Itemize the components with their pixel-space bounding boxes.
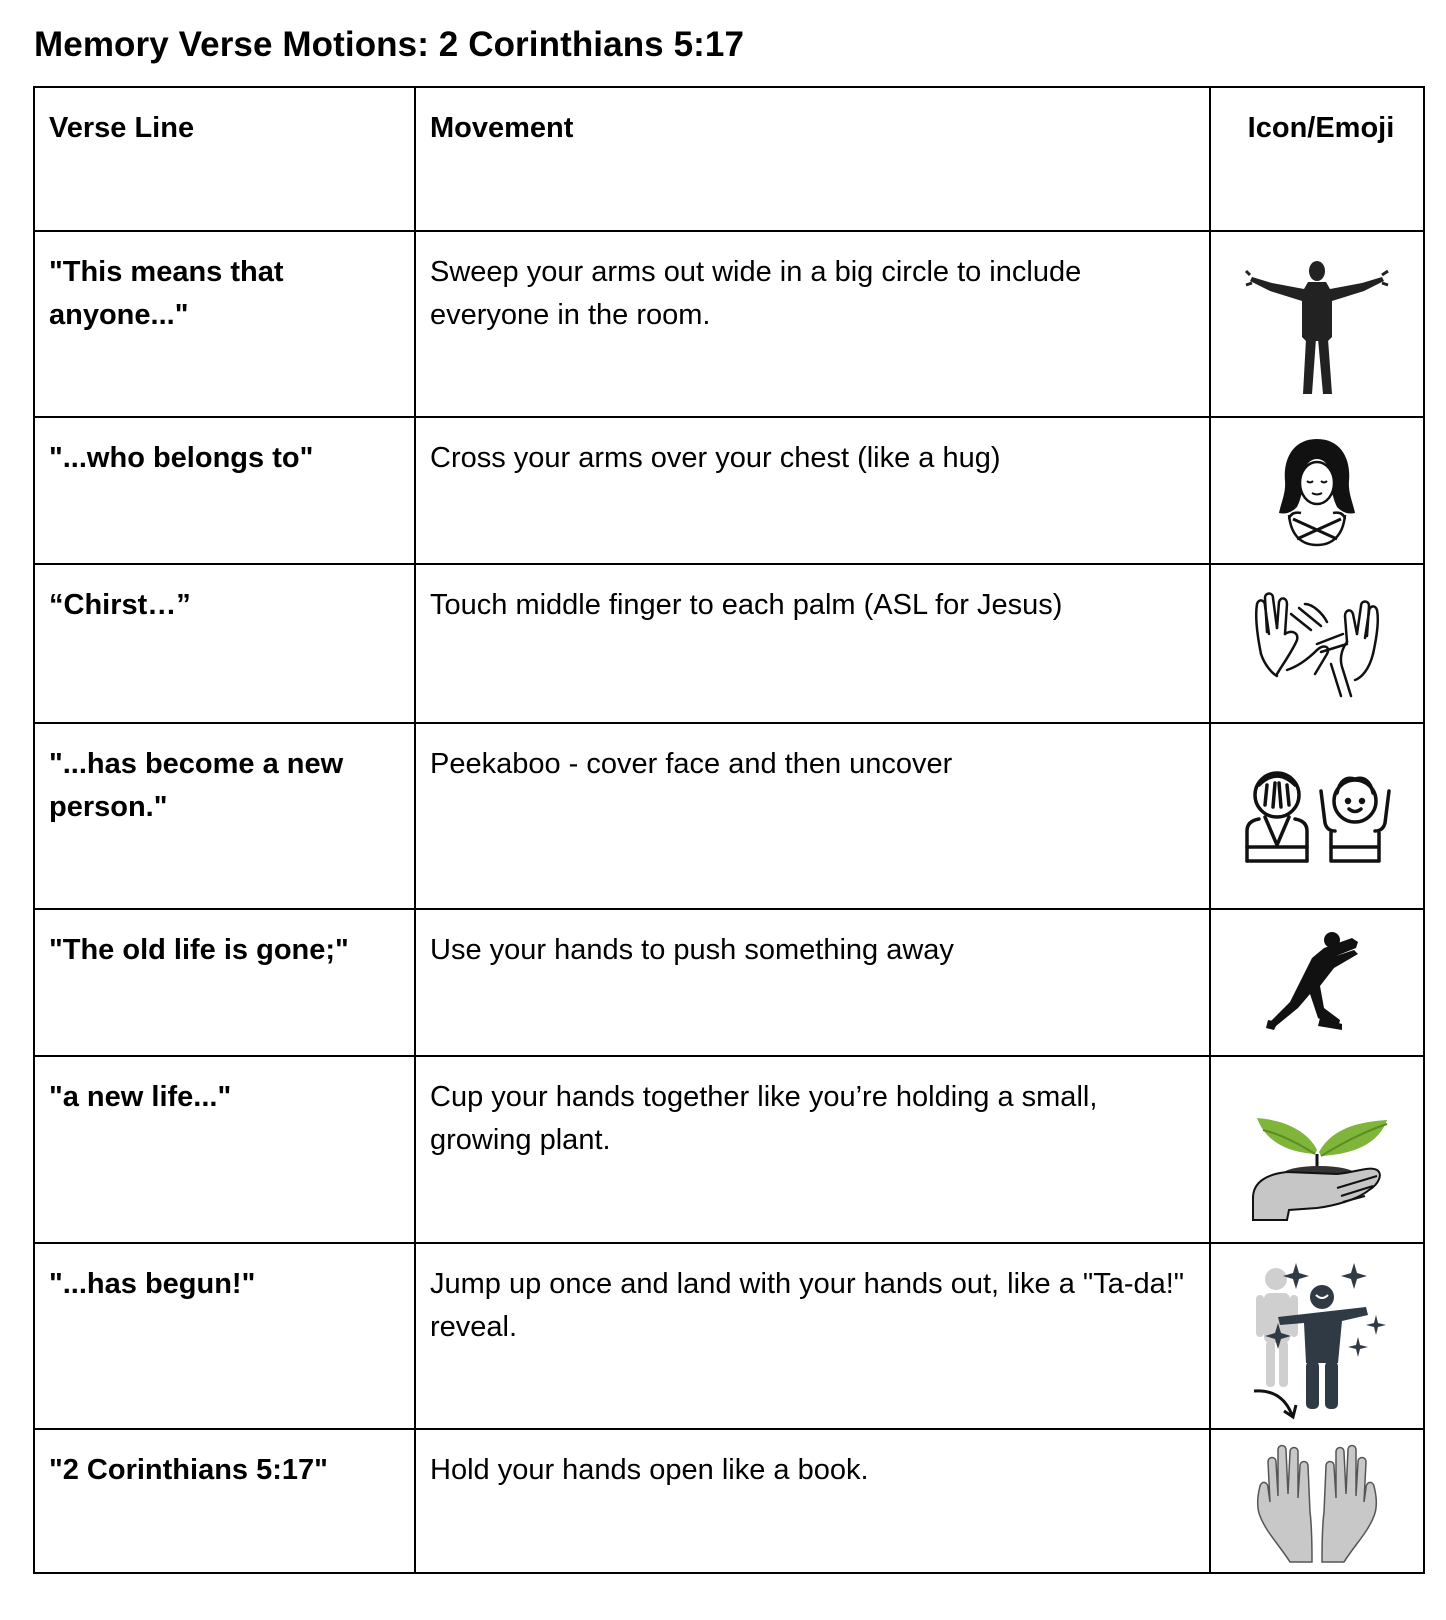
verse-line-cell: "The old life is gone;" — [34, 909, 415, 1056]
movement-cell: Hold your hands open like a book. — [415, 1429, 1210, 1573]
header-verse-line: Verse Line — [34, 87, 415, 231]
movement-cell: Cup your hands together like you’re holding a small, growing plant. — [415, 1056, 1210, 1243]
asl-jesus-hands-icon — [1247, 584, 1387, 704]
movement-cell: Use your hands to push something away — [415, 909, 1210, 1056]
verse-line-cell: "2 Corinthians 5:17" — [34, 1429, 415, 1573]
movement-cell: Cross your arms over your chest (like a hug) — [415, 417, 1210, 564]
document-title: Memory Verse Motions: 2 Corinthians 5:17 — [34, 25, 745, 64]
table-header-row — [34, 87, 1424, 231]
table-row — [34, 231, 1424, 417]
table-row — [34, 1429, 1424, 1573]
verse-line-cell: "...has become a new person." — [34, 723, 415, 909]
self-hug-icon — [1257, 431, 1377, 551]
table-row — [34, 909, 1424, 1056]
open-hands-book-icon — [1252, 1436, 1382, 1566]
movement-cell: Peekaboo - cover face and then uncover — [415, 723, 1210, 909]
person-pushing-icon — [1262, 928, 1372, 1038]
header-icon-emoji: Icon/Emoji — [1210, 87, 1424, 231]
verse-line-cell: "a new life..." — [34, 1056, 415, 1243]
table-row — [34, 1243, 1424, 1429]
verse-line-cell: "This means that anyone..." — [34, 231, 415, 417]
verse-motions-table — [33, 86, 1425, 1574]
arms-wide-open-person-icon — [1242, 249, 1392, 399]
header-movement: Movement — [415, 87, 1210, 231]
table-row — [34, 723, 1424, 909]
peekaboo-children-icon — [1237, 761, 1397, 871]
table-row — [34, 564, 1424, 723]
movement-cell: Touch middle finger to each palm (ASL for Jesus) — [415, 564, 1210, 723]
table-row — [34, 417, 1424, 564]
verse-line-cell: “Chirst…” — [34, 564, 415, 723]
verse-line-cell: "...who belongs to" — [34, 417, 415, 564]
movement-cell: Jump up once and land with your hands out, like a "Ta-da!" reveal. — [415, 1243, 1210, 1429]
verse-line-cell: "...has begun!" — [34, 1243, 415, 1429]
hand-holding-sprout-icon — [1237, 1070, 1397, 1230]
ta-da-sparkles-person-icon — [1242, 1251, 1392, 1421]
movement-cell: Sweep your arms out wide in a big circle to include everyone in the room. — [415, 231, 1210, 417]
table-row — [34, 1056, 1424, 1243]
